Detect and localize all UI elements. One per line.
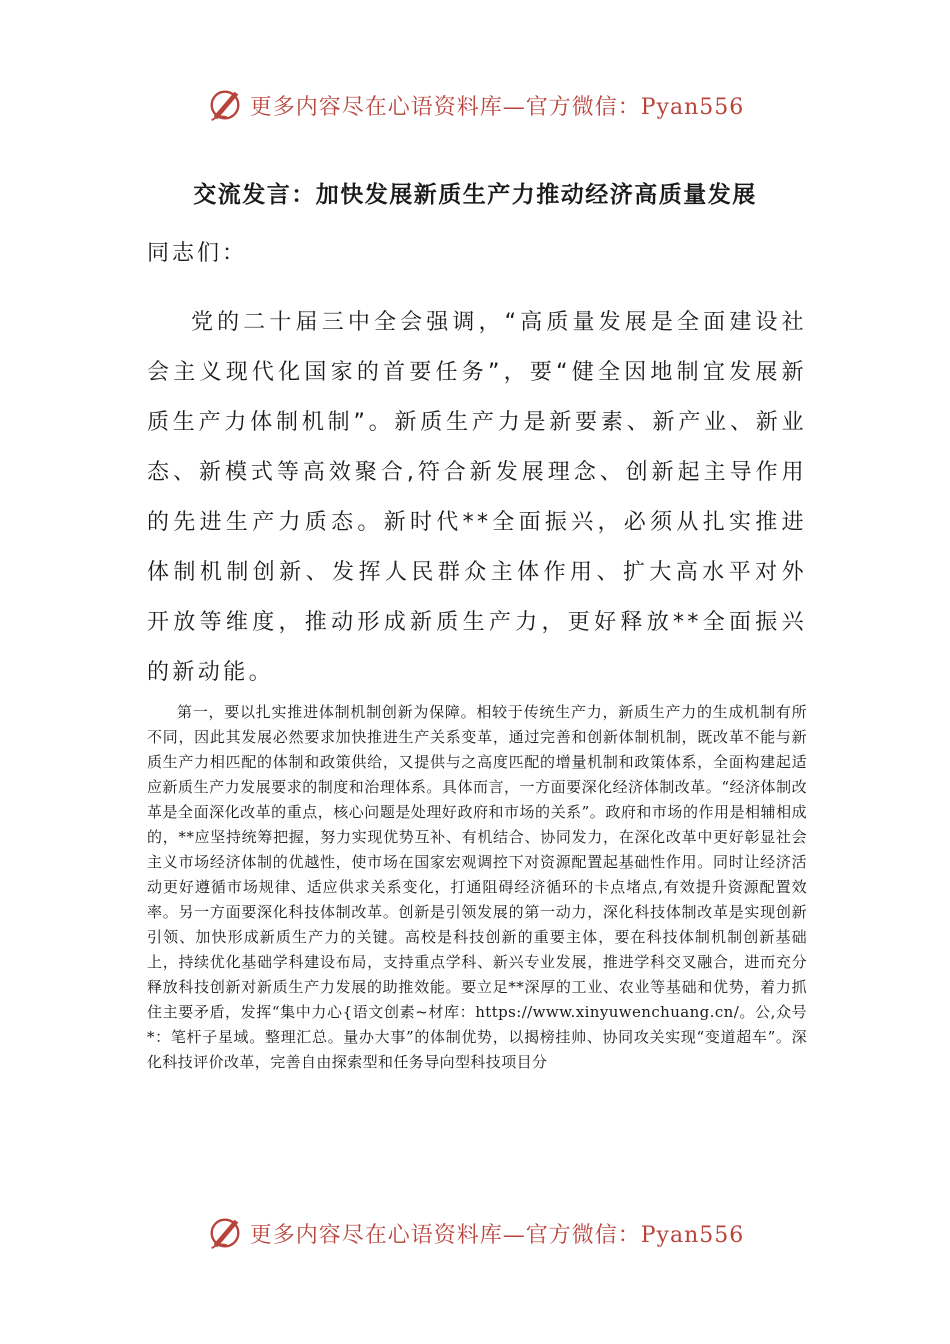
header-banner: [0, 86, 950, 124]
footer-banner-text: 更多内容尽在心语资料库—官方微信：Pyan556: [249, 1222, 745, 1248]
body-paragraph: 第一，要以扎实推进体制机制创新为保障。相较于传统生产力，新质生产力的生成机制有所不同，因此其发展必然要求加快推进生产关系变革，通过完善和创新体制机制，既改革不能与新质生产力相匹配的体制和政策供给，又提供与之高度匹配的增量机制和政策体系，全面构建起适应新质生产力发展要求的制度和治理体系。具体而言，一方面要深化经济体制改革。“经济体制改革是全面深化改革的重点，核心问题是处理好政府和市场的关系”。政府和市场的作用是相辅相成的，**应坚持统筹把握，努力实现优势互补、有机结合、协同发力，在深化改革中更好彰显社会主义市场经济体制的优越性，使市场在国家宏观调控下对资源配置起基础性作用。同时让经济活动更好遵循市场规律、适应供求关系变化，打通阻碍经济循环的卡点堵点,有效提升资源配置效率。另一方面要深化科技体制改革。创新是引领发展的第一动力，深化科技体制改革是实现创新引领、加快形成新质生产力的关键。高校是科技创新的重要主体，要在科技体制机制创新基础上，持续优化基础学科建设布局，支持重点学科、新兴专业发展，推进学科交叉融合，进而充分释放科技创新对新质生产力发展的助推效能。要立足**深厚的工业、农业等基础和优势，着力抓住主要矛盾，发挥“集中力心{语文创素~材库：https://www.xinyuwenchuang.cn/。公,众号*：笔杆子星域。整理汇总。量办大事”的体制优势，以揭榜挂帅、协同攻关实现“变道超车”。深化科技评价改革，完善自由探索型和任务导向型科技项目分: [147, 703, 808, 1071]
document-title: 交流发言：加快发展新质生产力推动经济高质量发展: [193, 182, 757, 208]
pen-logo-icon: [206, 86, 244, 124]
footer-banner: [0, 1214, 950, 1252]
lead-paragraph: 党的二十届三中全会强调，“高质量发展是全面建设社会主义现代化国家的首要任务”，要“健全因地制宜发展新质生产力体制机制”。新质生产力是新要素、新产业、新业态、新模式等高效聚合,符合新发展理念、创新起主导作用的先进生产力质态。新时代**全面振兴，必须从扎实推进体制机制创新、发挥人民群众主体作用、扩大高水平对外开放等维度，推动形成新质生产力，更好释放**全面振兴的新动能。: [147, 310, 807, 685]
header-banner-text: 更多内容尽在心语资料库—官方微信：Pyan556: [249, 94, 745, 120]
greeting: 同志们：: [147, 241, 248, 266]
pen-logo-icon: [206, 1214, 244, 1252]
